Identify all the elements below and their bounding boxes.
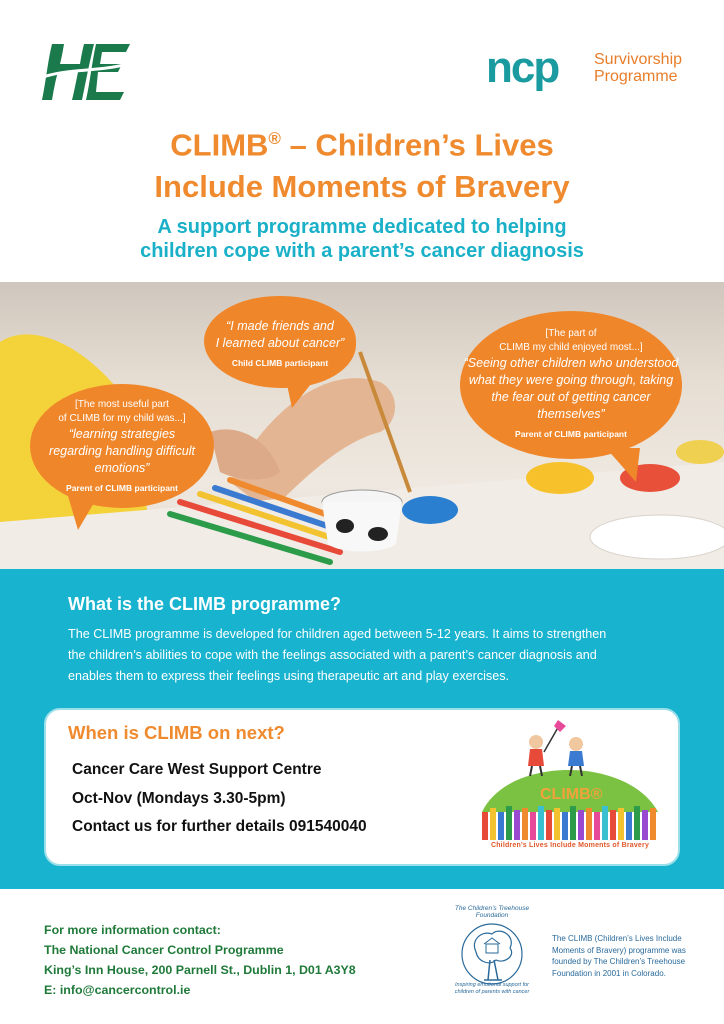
quote-bubble-child: [204, 296, 356, 388]
quote-bubble-parent-2: [460, 311, 682, 459]
treehouse-note-line: founded by The Children’s Treehouse: [552, 957, 686, 966]
quote-text-line: “learning strategies: [68, 427, 176, 441]
quote-text-line: emotions”: [94, 461, 150, 475]
treehouse-name: The Children’s Treehouse Foundation: [454, 905, 530, 919]
quote-text-line: the fear out of getting cancer: [491, 390, 651, 404]
what-text-line: The CLIMB programme is developed for children aged between 5-12 years. It aims to strengthen: [68, 627, 607, 641]
when-heading: When is CLIMB on next?: [68, 722, 285, 743]
quote-text-line: I learned about cancer”: [215, 336, 345, 350]
title-line1-rest: – Children’s Lives: [280, 127, 554, 163]
quote-attribution: Child CLIMB participant: [231, 358, 329, 368]
page-subtitle: [0, 215, 724, 263]
quote-text-line: “Seeing other children who understood: [463, 356, 679, 370]
treehouse-tagline-line: Inspiring emotional support for: [455, 982, 529, 988]
quote-prefix-line: CLIMB my child enjoyed most...]: [499, 342, 643, 353]
treehouse-note-line: The CLIMB (Children’s Lives Include: [552, 934, 682, 943]
treehouse-note-line: Moments of Bravery) programme was: [552, 945, 686, 955]
nccp-subtitle-line2: Programme: [594, 68, 678, 85]
contact-heading: For more information contact:: [44, 923, 221, 937]
title-line2: Include Moments of Bravery: [154, 169, 570, 205]
venue-text: Cancer Care West Support Centre: [72, 761, 322, 778]
what-is-climb-text: [68, 624, 668, 687]
nccp-logo: [486, 43, 696, 96]
treehouse-note: [552, 933, 692, 979]
quote-attribution: Parent of CLIMB participant: [66, 483, 178, 493]
treehouse-note-line: Foundation in 2001 in Colorado.: [552, 968, 666, 978]
contact-address: King’s Inn House, 200 Parnell St., Dublin 1, D01 A3Y8: [44, 963, 356, 977]
quote-text-line: “I made friends and: [226, 319, 334, 333]
quote-text-line: regarding handling difficult: [49, 444, 195, 458]
nccp-subtitle: [594, 51, 682, 85]
schedule-text: Oct-Nov (Mondays 3.30-5pm): [72, 790, 286, 807]
climb-logo-tagline: Children’s Lives Include Moments of Bravery: [490, 842, 650, 849]
bubble-tail: [606, 448, 642, 484]
contact-org: The National Cancer Control Programme: [44, 943, 284, 957]
subtitle-line1: A support programme dedicated to helping: [157, 216, 567, 238]
quote-prefix-line: [The most useful part: [75, 399, 169, 410]
contact-email-link[interactable]: E: info@cancercontrol.ie: [44, 983, 191, 997]
treehouse-tagline-line: children of parents with cancer: [454, 989, 530, 995]
quote-text-line: what they were going through, taking: [468, 373, 674, 387]
subtitle-line2: children cope with a parent’s cancer diagnosis: [140, 240, 584, 262]
quote-prefix-line: of CLIMB for my child was...]: [58, 413, 186, 424]
title-climb: CLIMB: [170, 127, 269, 163]
bubble-tail: [286, 380, 316, 410]
quote-prefix-line: [The part of: [545, 328, 597, 339]
what-text-line: enables them to express their feelings using therapeutic art and play exercises.: [68, 669, 510, 683]
bubble-tail: [68, 496, 98, 532]
what-text-line: the children’s abilities to cope with the feelings associated with a parent’s cancer diagnosis and: [68, 648, 597, 662]
contact-block: [44, 920, 356, 1000]
hse-logo: [38, 38, 130, 106]
climb-logo-word: CLIMB®: [540, 786, 603, 803]
quote-text-line: themselves”: [537, 407, 605, 421]
page-title: [0, 118, 724, 208]
nccp-subtitle-line1: Survivorship: [594, 51, 683, 68]
treehouse-tagline: [440, 982, 544, 996]
what-is-climb-heading: What is the CLIMB programme?: [68, 594, 342, 614]
quote-attribution: Parent of CLIMB participant: [515, 429, 627, 439]
quote-bubble-parent-1: [30, 384, 214, 508]
nccp-mark: ncp: [486, 43, 559, 92]
contact-phone-text: Contact us for further details 091540040: [72, 818, 367, 835]
title-registered-mark: ®: [268, 129, 281, 148]
